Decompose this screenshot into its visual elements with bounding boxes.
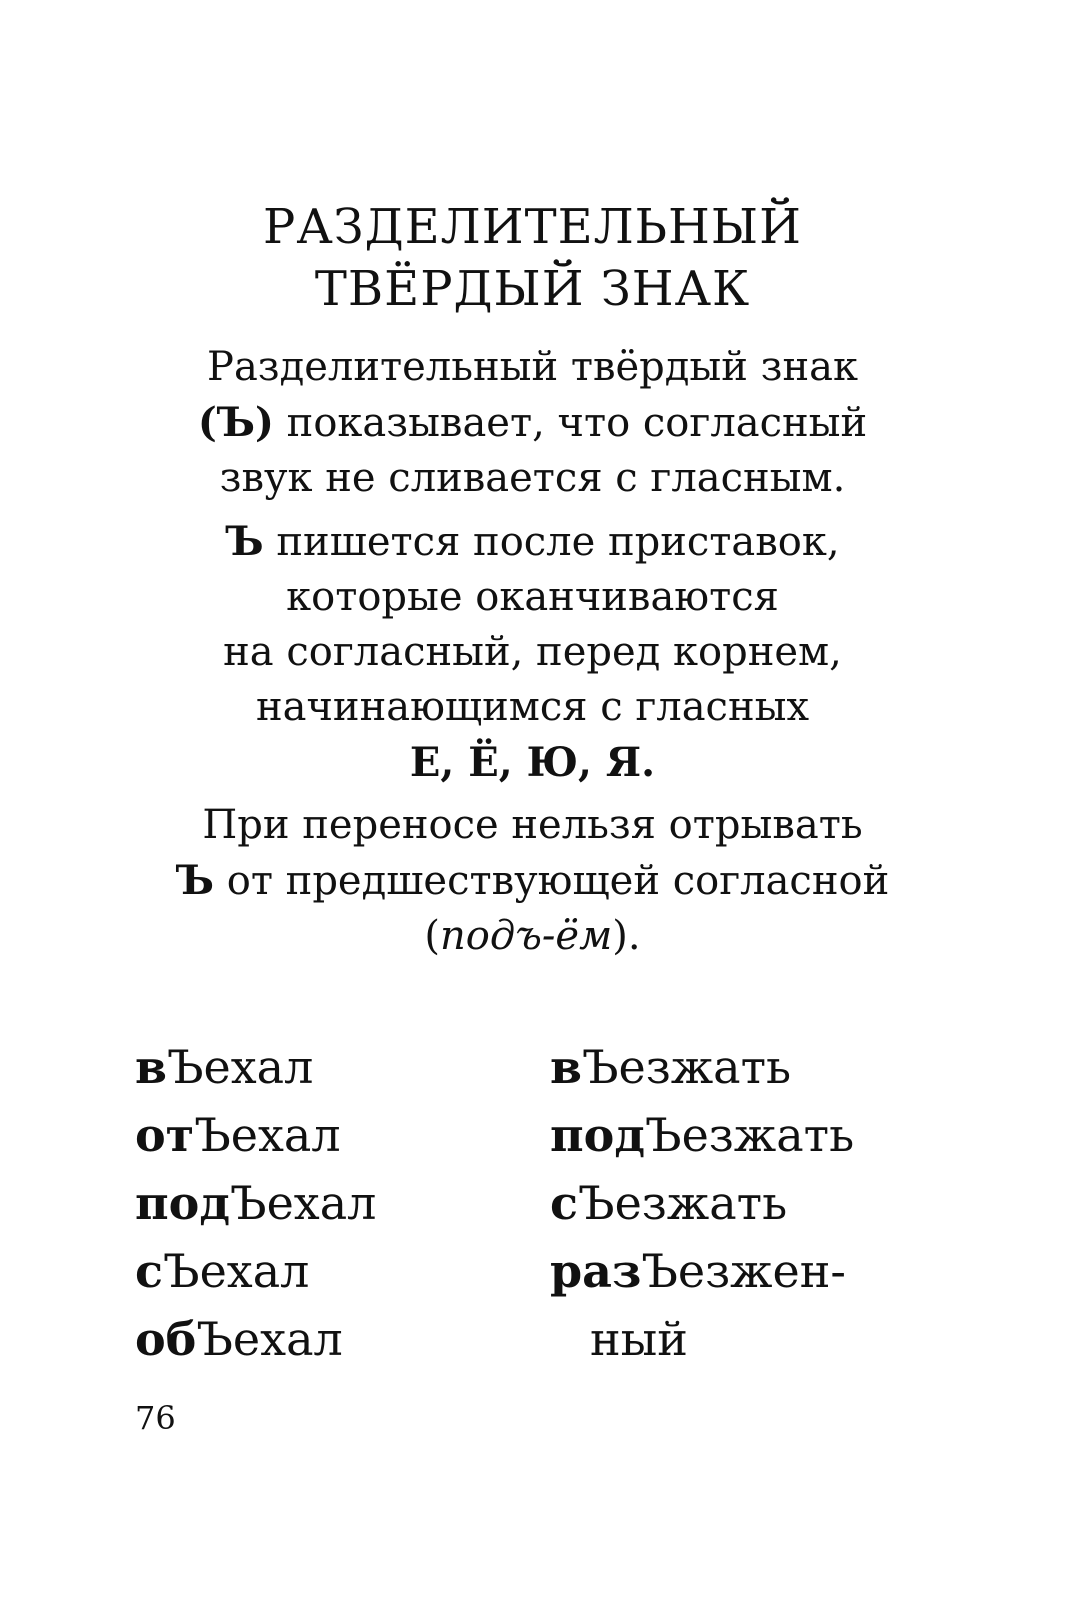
- word-item: [550, 1169, 854, 1237]
- word-hard-sign: Ъ: [578, 1176, 615, 1230]
- word-rest: езжен-: [677, 1244, 846, 1298]
- word-item: [135, 1169, 376, 1237]
- word-item: [135, 1033, 376, 1101]
- word-prefix: об: [135, 1312, 197, 1366]
- hard-sign-mark: (Ъ): [197, 399, 274, 446]
- word-hard-sign: Ъ: [581, 1040, 619, 1094]
- word-prefix: с: [550, 1176, 579, 1230]
- word-prefix: от: [135, 1108, 195, 1162]
- vowel-list: Е, Ё, Ю, Я.: [409, 739, 656, 786]
- word-hard-sign: Ъ: [194, 1108, 231, 1162]
- word-rest: ный: [590, 1312, 688, 1366]
- word-prefix: под: [550, 1108, 646, 1162]
- word-hard-sign: Ъ: [196, 1312, 233, 1366]
- word-hard-sign: Ъ: [166, 1040, 204, 1094]
- rule-paragraph-3: [0, 798, 1065, 964]
- rule-1-line-2: [0, 395, 1065, 451]
- rule-2-line-4: начинающимся с гласных: [255, 684, 810, 730]
- rule-3-line-1: При переносе нельзя отрывать: [202, 802, 863, 848]
- rule-2-line-1: [0, 514, 1065, 570]
- rule-3-line-2-text: от предшествующей согласной: [214, 858, 890, 904]
- word-list-right: [550, 1033, 854, 1373]
- word-item: [550, 1305, 854, 1373]
- close-paren: ).: [612, 913, 641, 959]
- page-title: [0, 196, 1065, 320]
- hyphenation-example: подъ-ём: [440, 913, 613, 959]
- word-rest: езжать: [681, 1108, 855, 1162]
- rule-1-line-2-text: показывает, что согласный: [273, 400, 868, 446]
- word-rest: ехал: [199, 1244, 310, 1298]
- rule-3-line-2: [0, 853, 1065, 909]
- rule-3-line-3: [0, 909, 1065, 964]
- word-hard-sign: Ъ: [641, 1244, 678, 1298]
- rule-1-line-3: звук не сливается с гласным.: [219, 455, 846, 501]
- title-line-2: ТВЁРДЫЙ ЗНАК: [314, 261, 751, 317]
- word-rest: ехал: [232, 1312, 343, 1366]
- rule-paragraph-1: [0, 340, 1065, 506]
- word-rest: ехал: [203, 1040, 314, 1094]
- hard-sign-mark: Ъ: [225, 518, 264, 565]
- word-item: [550, 1033, 854, 1101]
- word-rest: езжать: [614, 1176, 788, 1230]
- word-item: [550, 1101, 854, 1169]
- word-hard-sign: Ъ: [163, 1244, 200, 1298]
- word-item: [135, 1237, 376, 1305]
- page-number: 76: [135, 1399, 176, 1437]
- word-rest: ехал: [230, 1108, 341, 1162]
- word-prefix: с: [135, 1244, 164, 1298]
- rule-2-line-1-text: пишется после приставок,: [263, 519, 840, 565]
- hard-sign-mark: Ъ: [175, 857, 215, 904]
- word-rest: езжать: [618, 1040, 792, 1094]
- rules-text: [0, 340, 1065, 972]
- word-item: [135, 1101, 376, 1169]
- word-list-left: [135, 1033, 376, 1373]
- word-item: [135, 1305, 376, 1373]
- word-prefix: в: [550, 1040, 582, 1094]
- word-prefix: под: [135, 1176, 231, 1230]
- word-rest: ехал: [266, 1176, 377, 1230]
- word-prefix: в: [135, 1040, 167, 1094]
- word-hard-sign: Ъ: [230, 1176, 267, 1230]
- open-paren: (: [424, 913, 441, 959]
- rule-1-line-1: Разделительный твёрдый знак: [207, 344, 858, 390]
- title-line-1: РАЗДЕЛИТЕЛЬНЫЙ: [263, 199, 802, 255]
- word-item: [550, 1237, 854, 1305]
- word-prefix: раз: [550, 1244, 642, 1298]
- rule-2-line-2: которые оканчиваются: [286, 574, 779, 620]
- word-hard-sign: Ъ: [645, 1108, 682, 1162]
- rule-paragraph-2: [0, 514, 1065, 790]
- rule-2-line-3: на согласный, перед корнем,: [223, 629, 842, 675]
